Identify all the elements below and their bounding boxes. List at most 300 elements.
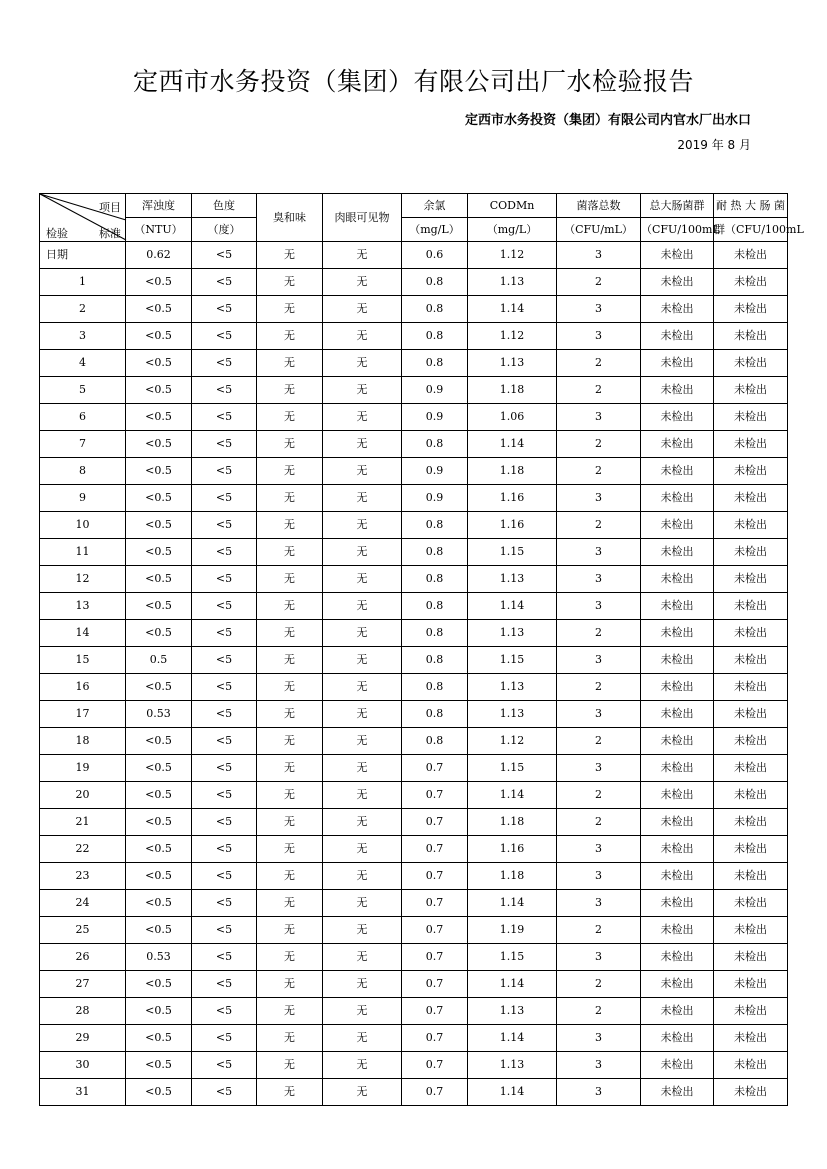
cell-color: <5 [192, 701, 257, 728]
corner-standard-label: 标准 [99, 227, 121, 240]
cell-color: <5 [192, 998, 257, 1025]
col-unit-turbidity: （NTU） [126, 218, 192, 242]
sampling-location: 定西市水务投资（集团）有限公司内官水厂出水口 [464, 113, 751, 128]
cell-turbidity: 0.53 [126, 701, 192, 728]
cell-color: <5 [192, 296, 257, 323]
cell-codmn: 1.18 [468, 458, 557, 485]
cell-coliform: 未检出 [641, 647, 714, 674]
cell-color: <5 [192, 620, 257, 647]
cell-chlorine: 0.8 [402, 539, 468, 566]
cell-turbidity: <0.5 [126, 998, 192, 1025]
corner-item-label: 项目 [99, 201, 121, 214]
cell-visible-matter: 无 [323, 674, 402, 701]
cell-visible-matter: 无 [323, 701, 402, 728]
cell-day: 13 [40, 593, 126, 620]
cell-day: 29 [40, 1025, 126, 1052]
cell-color: <5 [192, 809, 257, 836]
cell-color: <5 [192, 566, 257, 593]
cell-thermo-coliform: 未检出 [714, 1052, 788, 1079]
cell-odor: 无 [257, 647, 323, 674]
cell-thermo-coliform: 未检出 [714, 539, 788, 566]
cell-visible-matter: 无 [323, 836, 402, 863]
cell-chlorine: 0.7 [402, 863, 468, 890]
cell-odor: 无 [257, 620, 323, 647]
standard-value: 未检出 [641, 242, 714, 269]
cell-visible-matter: 无 [323, 971, 402, 998]
cell-bacteria: 2 [557, 971, 641, 998]
cell-day: 31 [40, 1079, 126, 1106]
cell-bacteria: 3 [557, 566, 641, 593]
cell-odor: 无 [257, 782, 323, 809]
cell-thermo-coliform: 未检出 [714, 863, 788, 890]
cell-turbidity: <0.5 [126, 539, 192, 566]
cell-color: <5 [192, 836, 257, 863]
table-row [40, 917, 788, 944]
cell-thermo-coliform: 未检出 [714, 809, 788, 836]
cell-codmn: 1.13 [468, 620, 557, 647]
cell-bacteria: 2 [557, 431, 641, 458]
cell-codmn: 1.14 [468, 782, 557, 809]
table-row [40, 377, 788, 404]
table-row [40, 323, 788, 350]
cell-visible-matter: 无 [323, 296, 402, 323]
cell-bacteria: 2 [557, 917, 641, 944]
table-row [40, 404, 788, 431]
cell-turbidity: <0.5 [126, 296, 192, 323]
cell-coliform: 未检出 [641, 1079, 714, 1106]
cell-odor: 无 [257, 377, 323, 404]
cell-coliform: 未检出 [641, 593, 714, 620]
cell-day: 20 [40, 782, 126, 809]
cell-day: 6 [40, 404, 126, 431]
table-row [40, 1025, 788, 1052]
cell-odor: 无 [257, 1052, 323, 1079]
inspection-table [39, 193, 804, 1106]
cell-codmn: 1.13 [468, 674, 557, 701]
cell-turbidity: <0.5 [126, 836, 192, 863]
table-row [40, 512, 788, 539]
cell-odor: 无 [257, 971, 323, 998]
cell-thermo-coliform: 未检出 [714, 782, 788, 809]
cell-odor: 无 [257, 269, 323, 296]
cell-odor: 无 [257, 485, 323, 512]
cell-turbidity: <0.5 [126, 674, 192, 701]
cell-coliform: 未检出 [641, 512, 714, 539]
cell-thermo-coliform: 未检出 [714, 728, 788, 755]
cell-chlorine: 0.7 [402, 1025, 468, 1052]
cell-turbidity: <0.5 [126, 269, 192, 296]
cell-codmn: 1.14 [468, 1025, 557, 1052]
table-row [40, 890, 788, 917]
cell-bacteria: 3 [557, 1025, 641, 1052]
cell-visible-matter: 无 [323, 593, 402, 620]
cell-day: 15 [40, 647, 126, 674]
cell-thermo-coliform: 未检出 [714, 620, 788, 647]
cell-chlorine: 0.7 [402, 755, 468, 782]
cell-codmn: 1.12 [468, 323, 557, 350]
cell-coliform: 未检出 [641, 863, 714, 890]
cell-bacteria: 2 [557, 377, 641, 404]
table-row [40, 458, 788, 485]
cell-day: 8 [40, 458, 126, 485]
cell-thermo-coliform: 未检出 [714, 1079, 788, 1106]
cell-codmn: 1.13 [468, 1052, 557, 1079]
cell-coliform: 未检出 [641, 1052, 714, 1079]
cell-coliform: 未检出 [641, 917, 714, 944]
cell-visible-matter: 无 [323, 485, 402, 512]
cell-turbidity: <0.5 [126, 350, 192, 377]
cell-turbidity: <0.5 [126, 485, 192, 512]
cell-codmn: 1.14 [468, 1079, 557, 1106]
cell-bacteria: 3 [557, 863, 641, 890]
cell-visible-matter: 无 [323, 512, 402, 539]
table-row [40, 647, 788, 674]
col-header-turbidity: 浑浊度 [126, 194, 192, 218]
col-header-chlorine: 余氯 [402, 194, 468, 218]
cell-visible-matter: 无 [323, 1025, 402, 1052]
col-unit-chlorine: （mg/L） [402, 218, 468, 242]
table-row [40, 836, 788, 863]
cell-bacteria: 2 [557, 350, 641, 377]
cell-visible-matter: 无 [323, 863, 402, 890]
cell-odor: 无 [257, 728, 323, 755]
cell-visible-matter: 无 [323, 377, 402, 404]
cell-coliform: 未检出 [641, 1025, 714, 1052]
cell-bacteria: 3 [557, 323, 641, 350]
cell-thermo-coliform: 未检出 [714, 269, 788, 296]
cell-day: 25 [40, 917, 126, 944]
cell-chlorine: 0.8 [402, 566, 468, 593]
cell-color: <5 [192, 431, 257, 458]
cell-color: <5 [192, 350, 257, 377]
cell-chlorine: 0.8 [402, 323, 468, 350]
cell-chlorine: 0.8 [402, 512, 468, 539]
cell-odor: 无 [257, 512, 323, 539]
cell-codmn: 1.13 [468, 566, 557, 593]
cell-codmn: 1.15 [468, 647, 557, 674]
table-row [40, 782, 788, 809]
cell-coliform: 未检出 [641, 944, 714, 971]
cell-thermo-coliform: 未检出 [714, 944, 788, 971]
cell-coliform: 未检出 [641, 404, 714, 431]
cell-day: 10 [40, 512, 126, 539]
standard-value: 未检出 [714, 242, 788, 269]
cell-bacteria: 3 [557, 944, 641, 971]
cell-bacteria: 2 [557, 998, 641, 1025]
cell-turbidity: <0.5 [126, 863, 192, 890]
cell-coliform: 未检出 [641, 350, 714, 377]
corner-check-label: 检验 [46, 227, 68, 240]
table-row [40, 350, 788, 377]
cell-thermo-coliform: 未检出 [714, 566, 788, 593]
cell-thermo-coliform: 未检出 [714, 512, 788, 539]
cell-thermo-coliform: 未检出 [714, 647, 788, 674]
cell-thermo-coliform: 未检出 [714, 377, 788, 404]
cell-bacteria: 2 [557, 809, 641, 836]
cell-coliform: 未检出 [641, 269, 714, 296]
cell-turbidity: <0.5 [126, 890, 192, 917]
cell-day: 19 [40, 755, 126, 782]
cell-color: <5 [192, 674, 257, 701]
cell-day: 4 [40, 350, 126, 377]
cell-bacteria: 3 [557, 755, 641, 782]
cell-chlorine: 0.8 [402, 296, 468, 323]
cell-coliform: 未检出 [641, 755, 714, 782]
cell-thermo-coliform: 未检出 [714, 296, 788, 323]
cell-odor: 无 [257, 566, 323, 593]
cell-color: <5 [192, 269, 257, 296]
cell-visible-matter: 无 [323, 809, 402, 836]
cell-color: <5 [192, 863, 257, 890]
daily-results [40, 269, 788, 1106]
table-row [40, 485, 788, 512]
cell-visible-matter: 无 [323, 944, 402, 971]
col-unit-codmn: （mg/L） [468, 218, 557, 242]
cell-visible-matter: 无 [323, 998, 402, 1025]
cell-bacteria: 3 [557, 890, 641, 917]
cell-thermo-coliform: 未检出 [714, 350, 788, 377]
cell-thermo-coliform: 未检出 [714, 458, 788, 485]
cell-turbidity: <0.5 [126, 1052, 192, 1079]
cell-coliform: 未检出 [641, 836, 714, 863]
cell-bacteria: 3 [557, 647, 641, 674]
cell-coliform: 未检出 [641, 971, 714, 998]
cell-chlorine: 0.7 [402, 809, 468, 836]
cell-odor: 无 [257, 890, 323, 917]
standard-value: 0.62 [126, 242, 192, 269]
cell-chlorine: 0.8 [402, 431, 468, 458]
cell-odor: 无 [257, 296, 323, 323]
cell-visible-matter: 无 [323, 431, 402, 458]
cell-color: <5 [192, 458, 257, 485]
cell-turbidity: <0.5 [126, 1079, 192, 1106]
cell-turbidity: <0.5 [126, 620, 192, 647]
cell-odor: 无 [257, 809, 323, 836]
cell-visible-matter: 无 [323, 539, 402, 566]
cell-thermo-coliform: 未检出 [714, 485, 788, 512]
cell-odor: 无 [257, 755, 323, 782]
cell-coliform: 未检出 [641, 728, 714, 755]
cell-coliform: 未检出 [641, 323, 714, 350]
table-row [40, 701, 788, 728]
cell-color: <5 [192, 782, 257, 809]
cell-codmn: 1.16 [468, 836, 557, 863]
cell-odor: 无 [257, 998, 323, 1025]
table-row [40, 593, 788, 620]
cell-odor: 无 [257, 674, 323, 701]
cell-day: 5 [40, 377, 126, 404]
cell-coliform: 未检出 [641, 431, 714, 458]
cell-coliform: 未检出 [641, 701, 714, 728]
cell-odor: 无 [257, 593, 323, 620]
cell-visible-matter: 无 [323, 728, 402, 755]
cell-chlorine: 0.9 [402, 458, 468, 485]
cell-coliform: 未检出 [641, 458, 714, 485]
cell-turbidity: <0.5 [126, 728, 192, 755]
cell-turbidity: <0.5 [126, 404, 192, 431]
cell-bacteria: 2 [557, 620, 641, 647]
cell-turbidity: <0.5 [126, 458, 192, 485]
col-unit-thermo-coliform: 群（CFU/100mL [714, 218, 788, 242]
cell-turbidity: 0.5 [126, 647, 192, 674]
cell-codmn: 1.18 [468, 809, 557, 836]
cell-bacteria: 2 [557, 728, 641, 755]
cell-coliform: 未检出 [641, 890, 714, 917]
col-header-color: 色度 [192, 194, 257, 218]
table-row [40, 269, 788, 296]
col-header-bacteria: 菌落总数 [557, 194, 641, 218]
cell-thermo-coliform: 未检出 [714, 917, 788, 944]
cell-codmn: 1.19 [468, 917, 557, 944]
cell-day: 7 [40, 431, 126, 458]
standard-value: <5 [192, 242, 257, 269]
cell-day: 27 [40, 971, 126, 998]
cell-turbidity: <0.5 [126, 917, 192, 944]
cell-codmn: 1.14 [468, 593, 557, 620]
cell-codmn: 1.14 [468, 971, 557, 998]
cell-bacteria: 3 [557, 701, 641, 728]
cell-color: <5 [192, 1052, 257, 1079]
col-unit-color: （度） [192, 218, 257, 242]
col-unit-bacteria: （CFU/mL） [557, 218, 641, 242]
cell-chlorine: 0.8 [402, 620, 468, 647]
cell-chlorine: 0.9 [402, 485, 468, 512]
cell-bacteria: 2 [557, 674, 641, 701]
cell-odor: 无 [257, 350, 323, 377]
cell-chlorine: 0.7 [402, 1079, 468, 1106]
cell-chlorine: 0.7 [402, 998, 468, 1025]
cell-codmn: 1.15 [468, 539, 557, 566]
col-unit-coliform: （CFU/100mL [641, 218, 714, 242]
cell-bacteria: 3 [557, 485, 641, 512]
cell-day: 9 [40, 485, 126, 512]
cell-codmn: 1.16 [468, 485, 557, 512]
cell-color: <5 [192, 485, 257, 512]
cell-odor: 无 [257, 539, 323, 566]
cell-bacteria: 3 [557, 836, 641, 863]
cell-day: 17 [40, 701, 126, 728]
col-header-codmn: CODMn [468, 194, 557, 218]
cell-color: <5 [192, 1025, 257, 1052]
cell-bacteria: 2 [557, 782, 641, 809]
cell-color: <5 [192, 404, 257, 431]
cell-bacteria: 2 [557, 512, 641, 539]
cell-chlorine: 0.8 [402, 350, 468, 377]
cell-bacteria: 3 [557, 404, 641, 431]
cell-day: 30 [40, 1052, 126, 1079]
cell-chlorine: 0.9 [402, 377, 468, 404]
cell-codmn: 1.15 [468, 755, 557, 782]
cell-codmn: 1.12 [468, 728, 557, 755]
cell-color: <5 [192, 539, 257, 566]
table-row [40, 863, 788, 890]
cell-visible-matter: 无 [323, 890, 402, 917]
cell-thermo-coliform: 未检出 [714, 755, 788, 782]
cell-coliform: 未检出 [641, 485, 714, 512]
cell-day: 11 [40, 539, 126, 566]
cell-color: <5 [192, 1079, 257, 1106]
cell-turbidity: <0.5 [126, 431, 192, 458]
cell-coliform: 未检出 [641, 377, 714, 404]
cell-bacteria: 3 [557, 1052, 641, 1079]
cell-turbidity: <0.5 [126, 377, 192, 404]
cell-thermo-coliform: 未检出 [714, 890, 788, 917]
cell-chlorine: 0.8 [402, 728, 468, 755]
col-header-visible-matter: 肉眼可见物 [323, 194, 402, 242]
standard-value: 3 [557, 242, 641, 269]
cell-thermo-coliform: 未检出 [714, 1025, 788, 1052]
cell-odor: 无 [257, 944, 323, 971]
cell-chlorine: 0.8 [402, 269, 468, 296]
cell-coliform: 未检出 [641, 998, 714, 1025]
corner-header-cell [40, 194, 126, 242]
cell-visible-matter: 无 [323, 323, 402, 350]
cell-day: 16 [40, 674, 126, 701]
cell-thermo-coliform: 未检出 [714, 701, 788, 728]
cell-codmn: 1.18 [468, 377, 557, 404]
cell-chlorine: 0.8 [402, 647, 468, 674]
table-row [40, 566, 788, 593]
table-row [40, 674, 788, 701]
cell-chlorine: 0.7 [402, 944, 468, 971]
cell-color: <5 [192, 944, 257, 971]
cell-codmn: 1.14 [468, 431, 557, 458]
cell-chlorine: 0.8 [402, 593, 468, 620]
cell-thermo-coliform: 未检出 [714, 593, 788, 620]
cell-coliform: 未检出 [641, 782, 714, 809]
cell-codmn: 1.13 [468, 998, 557, 1025]
cell-turbidity: <0.5 [126, 971, 192, 998]
cell-codmn: 1.15 [468, 944, 557, 971]
cell-turbidity: <0.5 [126, 809, 192, 836]
cell-coliform: 未检出 [641, 674, 714, 701]
cell-turbidity: <0.5 [126, 755, 192, 782]
table-row [40, 539, 788, 566]
cell-visible-matter: 无 [323, 620, 402, 647]
standard-row [40, 242, 788, 269]
cell-visible-matter: 无 [323, 1079, 402, 1106]
cell-day: 22 [40, 836, 126, 863]
cell-day: 14 [40, 620, 126, 647]
cell-day: 26 [40, 944, 126, 971]
cell-chlorine: 0.9 [402, 404, 468, 431]
report-period: 2019 年 8 月 [677, 138, 751, 152]
cell-day: 28 [40, 998, 126, 1025]
cell-visible-matter: 无 [323, 917, 402, 944]
cell-chlorine: 0.7 [402, 971, 468, 998]
cell-turbidity: <0.5 [126, 323, 192, 350]
cell-chlorine: 0.7 [402, 782, 468, 809]
cell-odor: 无 [257, 863, 323, 890]
cell-color: <5 [192, 971, 257, 998]
table-row [40, 728, 788, 755]
cell-chlorine: 0.7 [402, 1052, 468, 1079]
cell-color: <5 [192, 647, 257, 674]
cell-chlorine: 0.8 [402, 674, 468, 701]
cell-chlorine: 0.7 [402, 917, 468, 944]
cell-color: <5 [192, 728, 257, 755]
cell-color: <5 [192, 890, 257, 917]
cell-chlorine: 0.7 [402, 890, 468, 917]
standard-value: 无 [257, 242, 323, 269]
cell-codmn: 1.14 [468, 296, 557, 323]
cell-visible-matter: 无 [323, 458, 402, 485]
cell-color: <5 [192, 755, 257, 782]
report-title: 定西市水务投资（集团）有限公司出厂水检验报告 [132, 67, 694, 96]
cell-coliform: 未检出 [641, 566, 714, 593]
standard-value: 0.6 [402, 242, 468, 269]
cell-codmn: 1.16 [468, 512, 557, 539]
